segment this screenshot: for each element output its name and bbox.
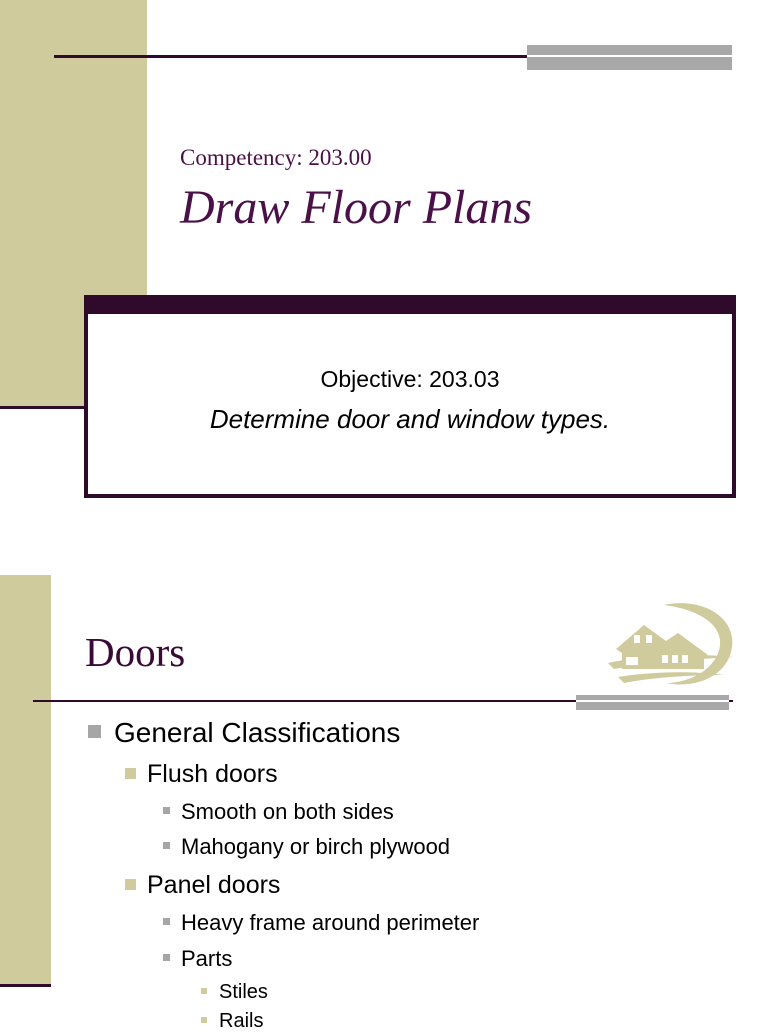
sidebar-rule-line	[0, 984, 51, 987]
square-bullet-icon	[163, 807, 170, 814]
bullet-text: Stiles	[219, 981, 268, 1003]
bullet-panel-doors	[147, 871, 280, 900]
slide-title: Draw Floor Plans	[180, 181, 533, 234]
slide-title: Doors	[85, 629, 186, 675]
objective-box	[84, 295, 736, 498]
bullet-rails	[219, 1010, 263, 1033]
square-bullet-icon	[201, 988, 207, 994]
bullet-parts	[181, 946, 232, 972]
square-bullet-icon	[88, 725, 101, 738]
bullet-text: Panel doors	[147, 871, 281, 899]
bullet-heavy-frame	[181, 910, 479, 936]
bullet-general-classifications	[114, 717, 400, 749]
competency-label: Competency: 203.00	[180, 145, 372, 170]
square-bullet-icon	[125, 768, 136, 779]
bullet-text: Parts	[181, 946, 233, 971]
bullet-text: Smooth on both sides	[181, 799, 394, 824]
bullet-text: Mahogany or birch plywood	[181, 834, 451, 859]
objective-text: Determine door and window types.	[209, 404, 611, 434]
square-bullet-icon	[201, 1017, 207, 1023]
gray-accent-bar	[527, 45, 732, 70]
bullet-stiles	[219, 981, 268, 1004]
objective-label: Objective: 203.03	[320, 366, 500, 392]
square-bullet-icon	[163, 842, 170, 849]
square-bullet-icon	[125, 879, 136, 890]
bullet-smooth-sides	[181, 799, 394, 825]
left-rule-line	[0, 406, 86, 409]
square-bullet-icon	[163, 918, 170, 925]
bullet-text: Flush doors	[147, 760, 278, 788]
house-logo-icon	[604, 597, 736, 692]
bullet-text: General Classifications	[114, 717, 401, 748]
square-bullet-icon	[163, 954, 170, 961]
bullet-text: Rails	[219, 1010, 264, 1032]
bullet-mahogany	[181, 834, 450, 860]
sidebar-decoration	[0, 575, 51, 987]
bullet-flush-doors	[147, 760, 278, 789]
bullet-text: Heavy frame around perimeter	[181, 910, 480, 935]
doors-slide	[0, 575, 768, 1032]
gray-accent-bar	[576, 695, 729, 710]
